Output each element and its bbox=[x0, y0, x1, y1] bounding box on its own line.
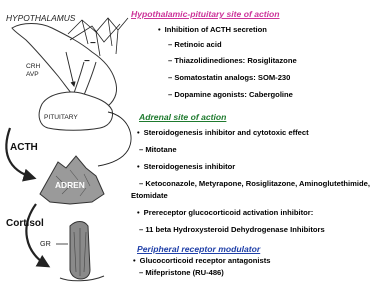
heading-peripheral-receptor: Peripheral receptor modulator bbox=[137, 244, 261, 254]
feedback-minus-sign: − bbox=[84, 56, 90, 67]
adrenal-sub-3: – 11 beta Hydroxysteroid Dehydrogenase Inhibitors bbox=[139, 225, 325, 234]
adrenal-sub-2a: – Ketoconazole, Metyrapone, Rosiglitazone, Aminoglutethimide, bbox=[139, 179, 370, 188]
adrenal-sub-2b: Etomidate bbox=[131, 191, 168, 200]
hypothalamic-item-2: – Thiazolidinediones: Rosiglitazone bbox=[168, 56, 297, 65]
peripheral-bullet: • Glucocorticoid receptor antagonists bbox=[133, 256, 270, 265]
adrenal-bullet-3: • Prereceptor glucocorticoid activation inhibitor: bbox=[137, 208, 313, 217]
avp-label: AVP bbox=[26, 71, 39, 78]
adrenal-bullet-2: • Steroidogenesis inhibitor bbox=[137, 162, 235, 171]
crh-label: CRH bbox=[26, 63, 41, 70]
cortisol-label: Cortisol bbox=[6, 218, 44, 229]
hypothalamus-label: HYPOTHALAMUS bbox=[6, 13, 76, 23]
adrenal-sub-1: – Mitotane bbox=[139, 145, 177, 154]
pituitary-label: PITUITARY bbox=[44, 114, 78, 121]
peripheral-sub: – Mifepristone (RU-486) bbox=[139, 268, 224, 277]
hypothalamic-item-3: – Somatostatin analogs: SOM-230 bbox=[168, 73, 291, 82]
cortisol-arrow bbox=[26, 204, 48, 266]
hypothalamic-main-bullet: • Inhibition of ACTH secretion bbox=[158, 25, 267, 34]
acth-label: ACTH bbox=[10, 142, 38, 153]
hypothalamic-item-1: – Retinoic acid bbox=[168, 40, 222, 49]
hypothalamic-item-4: – Dopamine agonists: Cabergoline bbox=[168, 90, 293, 99]
adrenal-label: ADREN bbox=[55, 180, 85, 190]
feedback-minus-sign: − bbox=[90, 38, 96, 49]
gr-label: GR bbox=[40, 239, 51, 248]
adrenal-bullet-1: • Steroidogenesis inhibitor and cytotoxic effect bbox=[137, 128, 309, 137]
heading-adrenal-site: Adrenal site of action bbox=[139, 112, 227, 122]
heading-hypothalamic-site: Hypothalamic-pituitary site of action bbox=[131, 9, 280, 19]
acth-arrow bbox=[6, 128, 34, 178]
